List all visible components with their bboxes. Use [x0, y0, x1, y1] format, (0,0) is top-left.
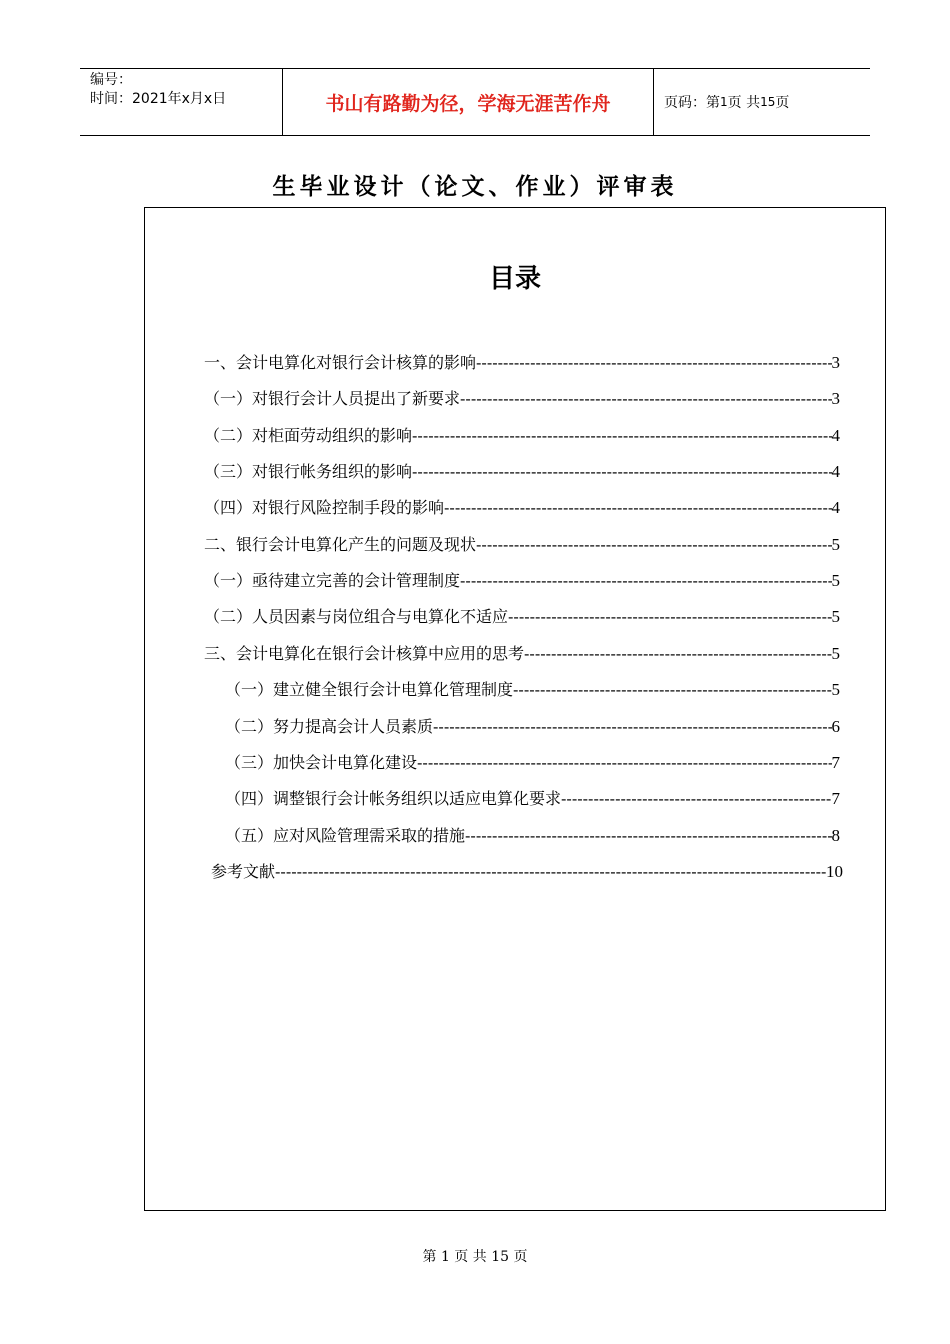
- toc-entry-title: （三）加快会计电算化建设: [225, 753, 418, 772]
- toc-entry-title: （一）对银行会计人员提出了新要求: [204, 389, 461, 408]
- toc-entry-title: （一）建立健全银行会计电算化管理制度: [225, 680, 514, 699]
- toc-entry[interactable]: [211, 859, 843, 883]
- page-suffix: 页: [775, 95, 790, 111]
- toc-leader: [275, 862, 826, 881]
- toc-entry[interactable]: [225, 714, 840, 738]
- toc-entry-title: （二）对柜面劳动组织的影响: [204, 426, 413, 445]
- toc-leader: [433, 717, 831, 736]
- toc-entry-title: 一、会计电算化对银行会计核算的影响: [204, 353, 477, 372]
- toc-entry-page: 3: [831, 389, 840, 408]
- toc-leader: [412, 462, 831, 481]
- toc-leader: [412, 426, 831, 445]
- toc-entry-page: 3: [831, 353, 840, 372]
- header-table: [80, 68, 870, 136]
- toc-entry-page: 5: [831, 535, 840, 554]
- toc-entry[interactable]: [204, 350, 840, 374]
- toc-entry-page: 5: [831, 571, 840, 590]
- header-meta: [80, 69, 282, 135]
- content-frame: [144, 207, 886, 1211]
- toc-entry[interactable]: [204, 568, 840, 592]
- toc-leader: [460, 389, 831, 408]
- toc-entry-page: 10: [826, 862, 843, 881]
- toc-leader: [513, 680, 831, 699]
- toc-entry-page: 4: [831, 498, 840, 517]
- time-label: 时间：2021年x月x日: [90, 91, 227, 107]
- toc-entry[interactable]: [204, 423, 840, 447]
- header-motto: 书山有路勤为径，学海无涯苦作舟: [282, 69, 654, 135]
- toc-entry-title: （二）人员因素与岗位组合与电算化不适应: [204, 607, 509, 626]
- toc-entry[interactable]: [225, 750, 840, 774]
- toc-entry[interactable]: [225, 786, 840, 810]
- toc-entry-title: （三）对银行帐务组织的影响: [204, 462, 413, 481]
- toc-entry-title: 参考文献: [211, 862, 276, 881]
- toc-entry-page: 7: [831, 753, 840, 772]
- toc-leader: [476, 535, 831, 554]
- page-footer: 第 1 页 共 15 页: [422, 1249, 528, 1265]
- toc-entry-title: 三、会计电算化在银行会计核算中应用的思考: [204, 644, 525, 663]
- page-num: 1: [720, 95, 728, 109]
- page-prefix: 页码：第: [664, 95, 720, 111]
- toc-entry-title: （一）亟待建立完善的会计管理制度: [204, 571, 461, 590]
- toc-entry-title: （二）努力提高会计人员素质: [225, 717, 434, 736]
- toc-entry-page: 7: [831, 789, 840, 808]
- toc-entry-title: （四）调整银行会计帐务组织以适应电算化要求: [225, 789, 562, 808]
- toc-entry[interactable]: [204, 386, 840, 410]
- toc-leader: [508, 607, 831, 626]
- toc-leader: [524, 644, 831, 663]
- toc-entry-page: 6: [831, 717, 840, 736]
- toc-entry-page: 5: [831, 680, 840, 699]
- toc-entry[interactable]: [204, 641, 840, 665]
- toc-leader: [465, 826, 831, 845]
- toc-leader: [444, 498, 831, 517]
- toc-entry-title: 二、银行会计电算化产生的问题及现状: [204, 535, 477, 554]
- toc-entry[interactable]: [225, 677, 840, 701]
- toc-leader: [460, 571, 831, 590]
- toc-entry-page: 4: [831, 426, 840, 445]
- page-total: 15: [760, 95, 776, 109]
- form-title: 生毕业设计（论文、作业）评审表: [272, 174, 678, 200]
- toc-entry[interactable]: [225, 823, 840, 847]
- toc-entry-page: 4: [831, 462, 840, 481]
- toc-entry-page: 8: [831, 826, 840, 845]
- toc-entry-page: 5: [831, 607, 840, 626]
- toc-entry-page: 5: [831, 644, 840, 663]
- toc-leader: [561, 789, 831, 808]
- header-page-info: [654, 69, 870, 135]
- toc-entry[interactable]: [204, 459, 840, 483]
- toc-entry[interactable]: [204, 604, 840, 628]
- page-mid: 页 共: [727, 95, 761, 111]
- toc-entry-title: （五）应对风险管理需采取的措施: [225, 826, 466, 845]
- toc-heading: 目录: [488, 264, 541, 294]
- toc-entry-title: （四）对银行风险控制手段的影响: [204, 498, 445, 517]
- toc-leader: [476, 353, 831, 372]
- toc-entry[interactable]: [204, 532, 840, 556]
- toc-leader: [417, 753, 831, 772]
- toc-entry[interactable]: [204, 495, 840, 519]
- number-label: 编号：: [90, 72, 132, 88]
